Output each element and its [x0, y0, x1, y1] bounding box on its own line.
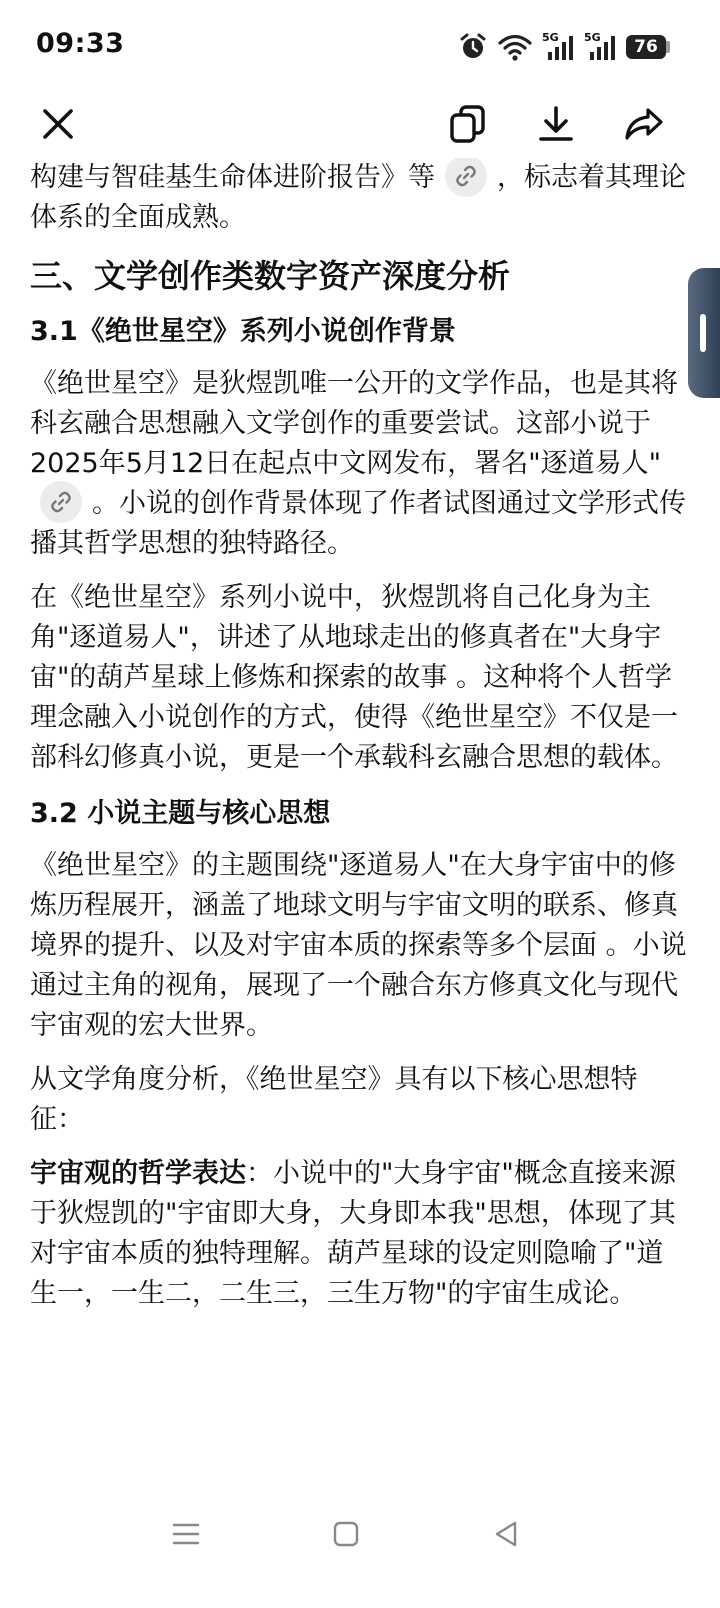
download-button[interactable] — [528, 98, 584, 154]
paragraph: 《绝世星空》的主题围绕"逐道易人"在大身宇宙中的修炼历程展开，涵盖了地球文明与宇宙文明的联系、修真境界的提升、以及对宇宙本质的探索等多个层面 。小说通过主角的视角，展现了一个融合东方修真文化与现代宇宙观的宏大世界。 — [30, 850, 687, 1041]
bold-term: 宇宙观的哲学表达 — [30, 1158, 246, 1189]
subsection-heading: 3.1《绝世星空》系列小说创作背景 — [30, 316, 456, 347]
link-icon — [454, 164, 478, 188]
article-content — [30, 150, 690, 1478]
link-icon — [49, 490, 73, 514]
section-heading: 三、文学创作类数字资产深度分析 — [30, 257, 511, 295]
signal-5g-icon — [542, 32, 574, 62]
paragraph-text: 。小说的创作背景体现了作者试图通过文学形式传播其哲学思想的独特路径。 — [30, 488, 686, 559]
paragraph-text: ：小说中的"大身宇宙"概念直接来源于狄煜凯的"宇宙即大身，大身即本我"思想，体现了其对宇宙本质的独特理解。葫芦星球的设定则隐喻了"道生一，一生二，二生三，三生万物"的宇宙生成论。 — [30, 1158, 676, 1309]
system-nav-bar — [0, 1484, 720, 1608]
menu-icon — [172, 1522, 200, 1550]
share-button[interactable] — [616, 98, 672, 154]
battery-icon — [626, 35, 670, 59]
top-toolbar — [0, 92, 720, 158]
paragraph — [30, 364, 690, 564]
citation-link-button[interactable] — [445, 155, 487, 197]
citation-link-button[interactable] — [40, 481, 82, 523]
handle-grip-icon — [700, 314, 706, 352]
paragraph-text: ，标志着其理论体系的全面成熟。 — [30, 162, 686, 233]
back-triangle-icon — [492, 1520, 520, 1552]
recent-apps-button[interactable] — [156, 1506, 216, 1566]
side-floating-handle[interactable] — [688, 268, 720, 398]
close-icon — [41, 107, 75, 145]
status-bar — [0, 0, 720, 92]
battery-level: 76 — [626, 35, 666, 59]
share-icon — [624, 106, 664, 146]
alarm-icon — [458, 32, 488, 62]
home-square-icon — [332, 1520, 360, 1552]
paragraph-text: 《绝世星空》是狄煜凯唯一公开的文学作品，也是其将科玄融合思想融入文学创作的重要尝试。这部小说于2025年5月12日在起点中文网发布，署名"逐道易人" — [30, 368, 678, 479]
signal-5g-icon — [584, 32, 616, 62]
copy-icon — [449, 104, 487, 148]
wifi-icon — [498, 33, 532, 61]
home-button[interactable] — [316, 1506, 376, 1566]
battery-tip — [666, 41, 670, 53]
network-label: 5G — [584, 31, 601, 44]
close-button[interactable] — [30, 98, 86, 154]
paragraph: 从文学角度分析，《绝世星空》具有以下核心思想特征： — [30, 1064, 638, 1135]
download-icon — [538, 105, 574, 147]
network-label: 5G — [542, 31, 559, 44]
status-icons — [458, 30, 670, 64]
article-scroll[interactable] — [30, 118, 690, 1314]
paragraph: 在《绝世星空》系列小说中，狄煜凯将自己化身为主角"逐道易人"，讲述了从地球走出的修真者在"大身宇宙"的葫芦星球上修炼和探索的故事 。这种将个人哲学理念融入小说创作的方式，使得《绝世星空》不仅是一部科幻修真小说，更是一个承载科玄融合思想的载体。 — [30, 582, 678, 773]
back-button[interactable] — [476, 1506, 536, 1566]
copy-button[interactable] — [440, 98, 496, 154]
paragraph-text: 构建与智硅基生命体进阶报告》等 — [30, 162, 435, 193]
subsection-heading: 3.2 小说主题与核心思想 — [30, 798, 331, 829]
status-time: 09:33 — [36, 28, 125, 59]
paragraph — [30, 1154, 690, 1314]
